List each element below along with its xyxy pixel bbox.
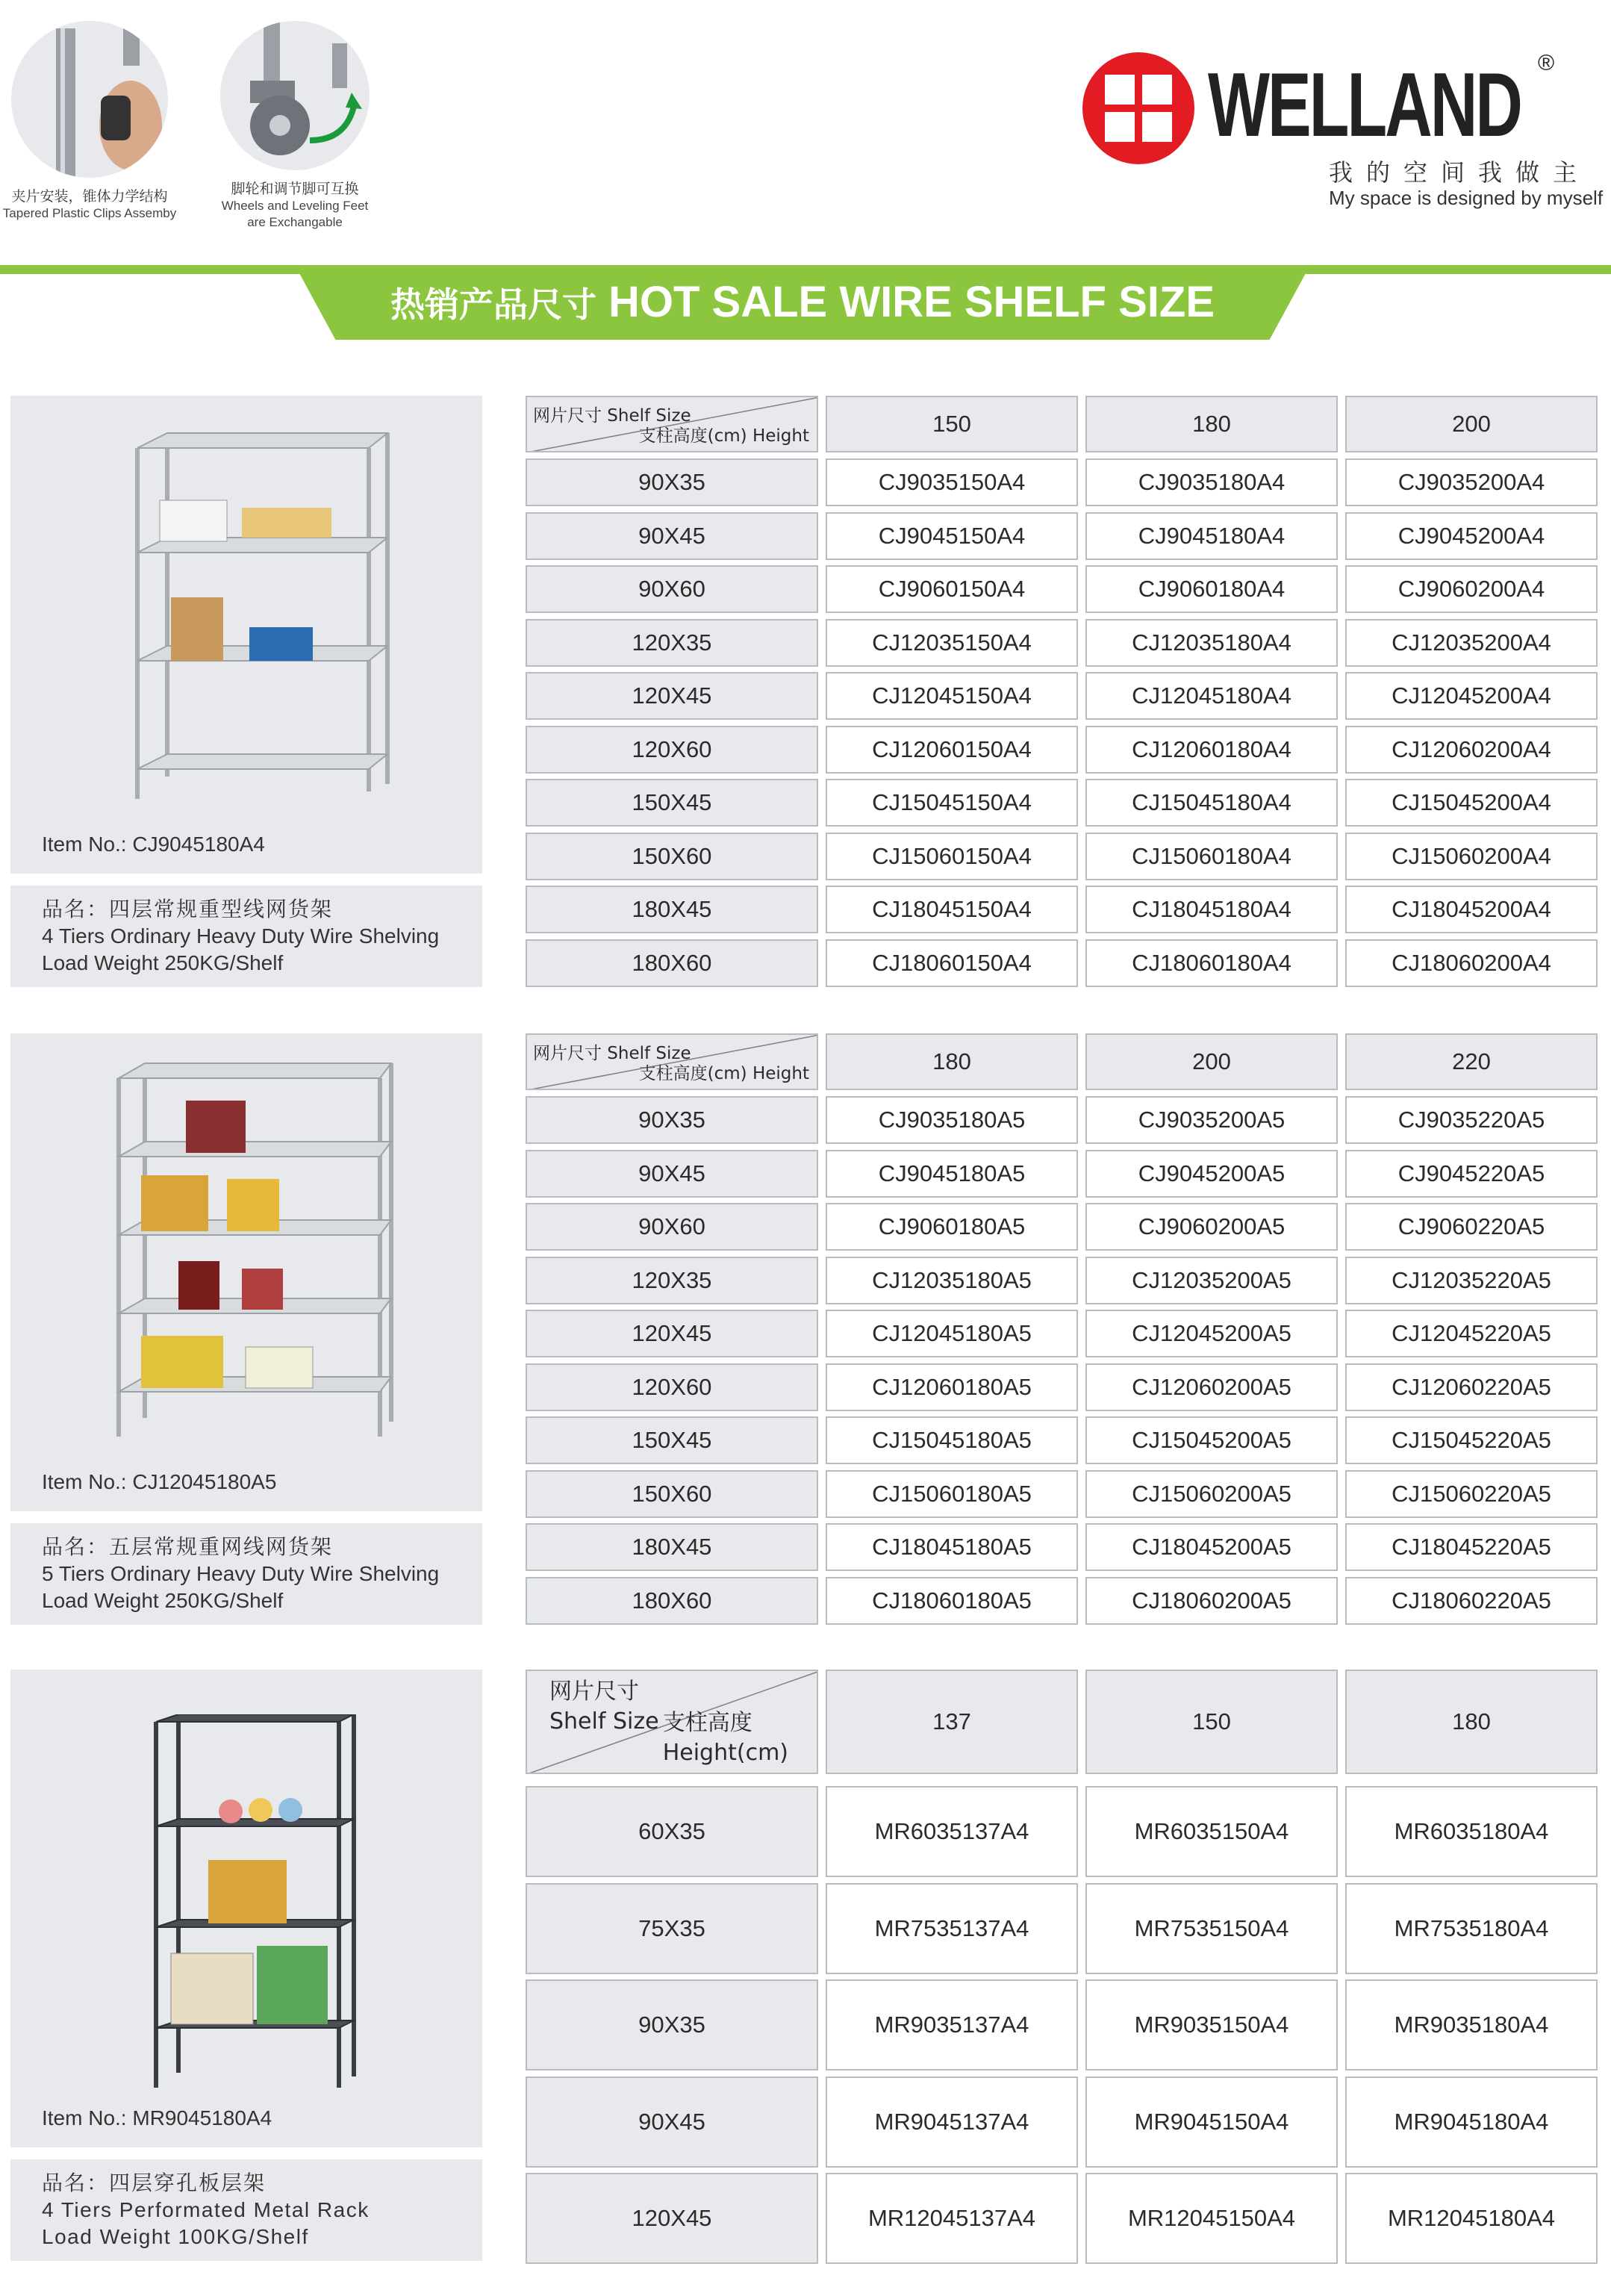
item-code-cell: CJ12045180A5: [826, 1310, 1078, 1357]
slogan-en: My space is designed by myself: [1329, 187, 1604, 209]
height-header: 180: [1085, 396, 1338, 452]
item-code-cell: MR12045137A4: [826, 2173, 1078, 2264]
product-panel-1: [10, 396, 482, 874]
item-code-cell: CJ9035180A4: [1085, 458, 1338, 506]
item-code-cell: CJ15060200A5: [1085, 1470, 1338, 1518]
item-code-cell: CJ18060150A4: [826, 939, 1078, 987]
shelf-size-cell: 120X45: [526, 1310, 818, 1357]
header-height: [663, 1708, 788, 1768]
load-weight: Load Weight 100KG/Shelf: [42, 2225, 309, 2248]
feature-clips-en: Tapered Plastic Clips Assemby: [2, 206, 177, 220]
header-shelf-size: [549, 1677, 659, 1737]
item-code-cell: MR7535150A4: [1085, 1883, 1338, 1974]
item-code-cell: CJ18045180A4: [1085, 886, 1338, 933]
shelf-size-cell: 180X60: [526, 1577, 818, 1625]
item-code-cell: MR7535137A4: [826, 1883, 1078, 1974]
shelf-size-cell: 120X45: [526, 2173, 818, 2264]
item-code-cell: CJ18045220A5: [1345, 1523, 1598, 1571]
item-code-cell: CJ12045180A4: [1085, 672, 1338, 720]
item-code-cell: CJ12035180A5: [826, 1257, 1078, 1304]
item-code-cell: CJ15045220A5: [1345, 1416, 1598, 1464]
load-weight: Load Weight 250KG/Shelf: [42, 951, 284, 974]
product-desc-1: [10, 886, 482, 987]
item-code-cell: CJ12060220A5: [1345, 1363, 1598, 1411]
item-code-cell: CJ9045200A4: [1345, 512, 1598, 560]
load-weight: Load Weight 250KG/Shelf: [42, 1589, 284, 1612]
item-code-cell: MR6035137A4: [826, 1786, 1078, 1877]
item-code-cell: CJ18060180A4: [1085, 939, 1338, 987]
feature-clips-cn: 夹片安装，锥体力学结构: [11, 188, 168, 205]
item-code-cell: CJ9045150A4: [826, 512, 1078, 560]
registered-mark: ®: [1538, 51, 1555, 75]
item-code-cell: MR7535180A4: [1345, 1883, 1598, 1974]
item-code-cell: CJ9060200A5: [1085, 1203, 1338, 1251]
item-number: Item No.: CJ9045180A4: [42, 833, 265, 856]
brand-logo: [1082, 36, 1611, 230]
item-code-cell: CJ15060200A4: [1345, 833, 1598, 880]
item-code-cell: CJ15045200A5: [1085, 1416, 1338, 1464]
shelf-size-cell: 120X60: [526, 726, 818, 774]
height-header: 200: [1085, 1033, 1338, 1090]
item-code-cell: CJ15060220A5: [1345, 1470, 1598, 1518]
product-name-en: 4 Tiers Ordinary Heavy Duty Wire Shelving: [42, 924, 440, 948]
item-code-cell: CJ15060180A4: [1085, 833, 1338, 880]
item-code-cell: CJ15060150A4: [826, 833, 1078, 880]
item-code-cell: CJ9045180A4: [1085, 512, 1338, 560]
product-desc-3: [10, 2159, 482, 2261]
clip-assembly-icon: [11, 21, 168, 178]
item-code-cell: CJ9035200A4: [1345, 458, 1598, 506]
item-code-cell: CJ15045180A4: [1085, 779, 1338, 827]
item-code-cell: CJ12045200A4: [1345, 672, 1598, 720]
header-shelf-size-en: Shelf Size: [549, 1708, 659, 1735]
shelf-size-cell: 90X45: [526, 512, 818, 560]
feature-wheels-en: Wheels and Leveling Feet are Exchangable: [221, 199, 369, 229]
brand-mark-icon: [1082, 52, 1194, 164]
shelf-size-cell: 120X45: [526, 672, 818, 720]
item-code-cell: CJ9035180A5: [826, 1096, 1078, 1144]
table-header-corner-3: [526, 1670, 818, 1774]
product-name-cn: 品名：四层穿孔板层架: [42, 2171, 267, 2195]
item-code-cell: CJ12060200A5: [1085, 1363, 1338, 1411]
product-panel-2: [10, 1033, 482, 1511]
item-code-cell: MR12045150A4: [1085, 2173, 1338, 2264]
item-code-cell: CJ9045200A5: [1085, 1150, 1338, 1198]
item-code-cell: CJ12035200A5: [1085, 1257, 1338, 1304]
item-code-cell: CJ15045180A5: [826, 1416, 1078, 1464]
item-code-cell: CJ18045180A5: [826, 1523, 1078, 1571]
item-code-cell: MR12045180A4: [1345, 2173, 1598, 2264]
item-code-cell: CJ18060220A5: [1345, 1577, 1598, 1625]
item-code-cell: CJ9045180A5: [826, 1150, 1078, 1198]
slogan-cn: 我的空间我做主: [1329, 158, 1591, 187]
shelf-size-cell: 150X60: [526, 1470, 818, 1518]
item-code-cell: CJ12060180A5: [826, 1363, 1078, 1411]
item-code-cell: MR9045180A4: [1345, 2076, 1598, 2168]
shelf-size-cell: 90X60: [526, 565, 818, 613]
item-code-cell: CJ9035200A5: [1085, 1096, 1338, 1144]
feature-wheels-cn: 脚轮和调节脚可互换: [231, 181, 359, 197]
product-panel-3: [10, 1670, 482, 2147]
shelf-size-cell: 180X45: [526, 1523, 818, 1571]
item-code-cell: CJ9060200A4: [1345, 565, 1598, 613]
product-image-2: [104, 1048, 402, 1452]
item-code-cell: MR9045137A4: [826, 2076, 1078, 2168]
item-code-cell: CJ12035220A5: [1345, 1257, 1598, 1304]
item-code-cell: CJ12035180A4: [1085, 619, 1338, 667]
item-code-cell: CJ15045150A4: [826, 779, 1078, 827]
shelf-size-cell: 120X35: [526, 1257, 818, 1304]
feature-clips: [0, 21, 202, 222]
height-header: 137: [826, 1670, 1078, 1774]
item-code-cell: CJ9060220A5: [1345, 1203, 1598, 1251]
height-header: 180: [826, 1033, 1078, 1090]
item-code-cell: MR6035150A4: [1085, 1786, 1338, 1877]
item-code-cell: CJ9060180A4: [1085, 565, 1338, 613]
item-code-cell: CJ9045220A5: [1345, 1150, 1598, 1198]
height-header: 200: [1345, 396, 1598, 452]
product-name-cn: 品名：四层常规重型线网货架: [42, 897, 334, 921]
item-code-cell: CJ12060180A4: [1085, 726, 1338, 774]
item-code-cell: CJ18060200A5: [1085, 1577, 1338, 1625]
item-code-cell: CJ18060180A5: [826, 1577, 1078, 1625]
shelf-size-cell: 90X45: [526, 1150, 818, 1198]
item-code-cell: CJ12060150A4: [826, 726, 1078, 774]
shelf-size-cell: 120X60: [526, 1363, 818, 1411]
item-code-cell: CJ12045220A5: [1345, 1310, 1598, 1357]
header-shelf-size-cn: 网片尺寸: [549, 1679, 639, 1705]
shelf-size-cell: 150X60: [526, 833, 818, 880]
shelf-size-cell: 120X35: [526, 619, 818, 667]
item-code-cell: CJ18045200A4: [1345, 886, 1598, 933]
product-name-cn: 品名：五层常规重网线网货架: [42, 1534, 334, 1559]
item-code-cell: CJ18045200A5: [1085, 1523, 1338, 1571]
brand-name: WELLAND: [1208, 54, 1521, 155]
product-image-3: [149, 1714, 373, 2103]
shelf-size-cell: 180X60: [526, 939, 818, 987]
shelf-size-cell: 90X35: [526, 1979, 818, 2071]
shelf-size-cell: 75X35: [526, 1883, 818, 1974]
item-code-cell: CJ18060200A4: [1345, 939, 1598, 987]
item-code-cell: CJ9035150A4: [826, 458, 1078, 506]
banner-title: [295, 273, 1310, 332]
item-code-cell: CJ9060180A5: [826, 1203, 1078, 1251]
item-code-cell: CJ12035150A4: [826, 619, 1078, 667]
shelf-size-cell: 90X35: [526, 458, 818, 506]
item-code-cell: CJ18045150A4: [826, 886, 1078, 933]
item-number: Item No.: MR9045180A4: [42, 2106, 272, 2129]
item-code-cell: MR6035180A4: [1345, 1786, 1598, 1877]
height-header: 150: [826, 396, 1078, 452]
table-header-corner-1: [526, 396, 818, 452]
height-header: 220: [1345, 1033, 1598, 1090]
item-code-cell: MR9035137A4: [826, 1979, 1078, 2071]
item-code-cell: MR9035180A4: [1345, 1979, 1598, 2071]
header-height: 支柱高度(cm) Height: [638, 426, 809, 446]
item-number: Item No.: CJ12045180A5: [42, 1470, 277, 1493]
item-code-cell: MR9035150A4: [1085, 1979, 1338, 2071]
item-code-cell: CJ12060200A4: [1345, 726, 1598, 774]
item-code-cell: CJ15060180A5: [826, 1470, 1078, 1518]
product-desc-2: [10, 1523, 482, 1625]
item-code-cell: MR9045150A4: [1085, 2076, 1338, 2168]
item-code-cell: CJ9035220A5: [1345, 1096, 1598, 1144]
item-code-cell: CJ12045200A5: [1085, 1310, 1338, 1357]
feature-wheels: [213, 21, 377, 231]
header-height-cn: 支柱高度: [662, 1710, 752, 1736]
height-header: 180: [1345, 1670, 1598, 1774]
banner-title-en: HOT SALE WIRE SHELF SIZE: [608, 278, 1215, 326]
shelf-size-cell: 150X45: [526, 779, 818, 827]
banner-title-cn: 热销产品尺寸: [390, 284, 596, 325]
item-code-cell: CJ15045200A4: [1345, 779, 1598, 827]
shelf-size-cell: 180X45: [526, 886, 818, 933]
shelf-size-cell: 90X60: [526, 1203, 818, 1251]
item-code-cell: CJ12045150A4: [826, 672, 1078, 720]
product-image-1: [122, 426, 406, 814]
shelf-size-cell: 60X35: [526, 1786, 818, 1877]
header-height-en: Height(cm): [662, 1740, 788, 1766]
shelf-size-cell: 90X35: [526, 1096, 818, 1144]
shelf-size-cell: 150X45: [526, 1416, 818, 1464]
header-height: 支柱高度(cm) Height: [638, 1064, 809, 1083]
header-shelf-size: 网片尺寸 Shelf Size: [533, 406, 691, 426]
height-header: 150: [1085, 1670, 1338, 1774]
caster-wheel-icon: [220, 21, 370, 170]
header-shelf-size: 网片尺寸 Shelf Size: [533, 1044, 691, 1063]
table-header-corner-2: [526, 1033, 818, 1090]
item-code-cell: CJ12035200A4: [1345, 619, 1598, 667]
item-code-cell: CJ9060150A4: [826, 565, 1078, 613]
product-name-en: 4 Tiers Performated Metal Rack: [42, 2198, 370, 2221]
shelf-size-cell: 90X45: [526, 2076, 818, 2168]
product-name-en: 5 Tiers Ordinary Heavy Duty Wire Shelving: [42, 1562, 440, 1585]
